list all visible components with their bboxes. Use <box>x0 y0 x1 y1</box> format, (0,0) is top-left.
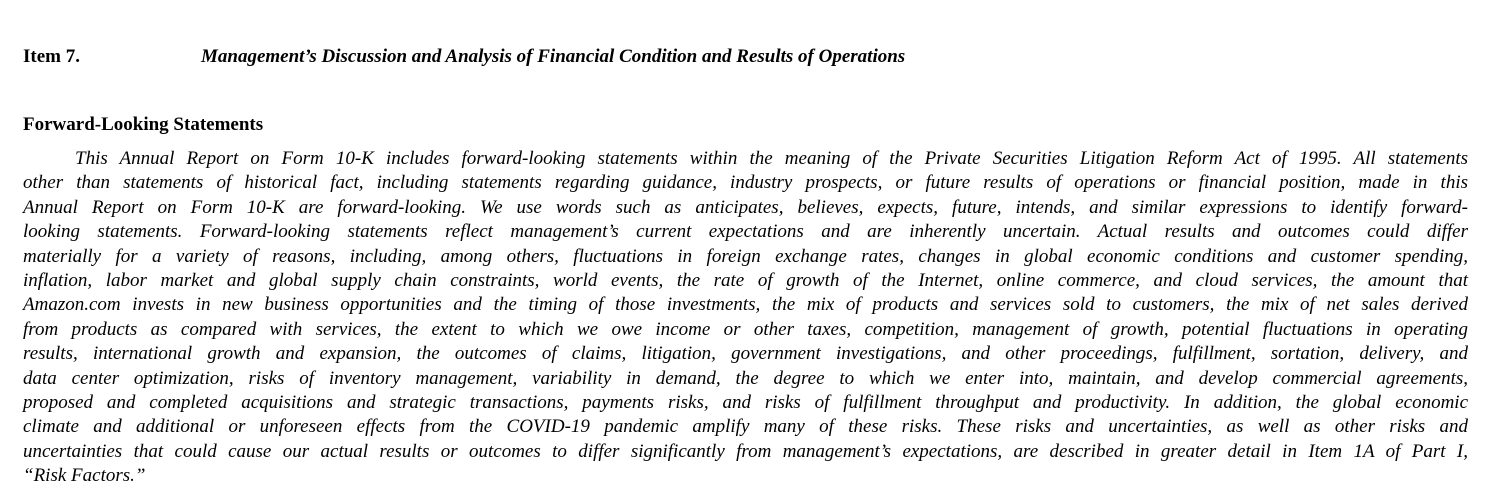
paragraph-line: inflation, labor market and global supply chain constraints, world events, the rate of growth of the Internet, online commerce, and cloud services, the amount that <box>23 270 1468 292</box>
paragraph-line: looking statements. Forward-looking statements reflect management’s current expectations and are inherently uncertain. Actual results and outcomes could differ <box>23 221 1468 243</box>
forward-looking-paragraph <box>23 147 1468 489</box>
item-number: Item 7. <box>23 46 80 67</box>
paragraph-line: “Risk Factors.” <box>23 465 146 487</box>
item-header <box>23 45 1473 69</box>
paragraph-line: results, international growth and expansion, the outcomes of claims, litigation, government investigations, and other proceedings, fulfillment, sortation, delivery, and <box>23 343 1468 365</box>
paragraph-line: proposed and completed acquisitions and strategic transactions, payments risks, and risks of fulfillment throughput and productivity. In addition, the global economic <box>23 392 1468 414</box>
paragraph-line: climate and additional or unforeseen effects from the COVID-19 pandemic amplify many of these risks. These risks and uncertainties, as well as other risks and <box>23 416 1468 438</box>
paragraph-line: This Annual Report on Form 10-K includes forward-looking statements within the meaning of the Private Securities Litigation Reform Act of 1995. All statements <box>75 148 1468 169</box>
paragraph-line: data center optimization, risks of inventory management, variability in demand, the degree to which we enter into, maintain, and develop commercial agreements, <box>23 367 1468 389</box>
item-title: Management’s Discussion and Analysis of Financial Condition and Results of Operations <box>201 46 906 67</box>
paragraph-line: materially for a variety of reasons, including, among others, fluctuations in foreign exchange rates, changes in global economic conditions and customer spending, <box>23 245 1468 267</box>
section-heading: Forward-Looking Statements <box>23 114 264 135</box>
paragraph-line: uncertainties that could cause our actual results or outcomes to differ significantly from management’s expectations, are described in greater detail in Item 1A of Part I, <box>23 440 1468 462</box>
paragraph-line: from products as compared with services, the extent to which we owe income or other taxes, competition, management of growth, potential fluctuations in operating <box>23 318 1468 340</box>
paragraph-line: Annual Report on Form 10-K are forward-looking. We use words such as anticipates, believes, expects, future, intends, and similar expressions to identify forward- <box>23 196 1468 218</box>
paragraph-line: Amazon.com invests in new business opportunities and the timing of those investments, the mix of products and services sold to customers, the mix of net sales derived <box>23 294 1468 316</box>
paragraph-line: other than statements of historical fact, including statements regarding guidance, industry prospects, or future results of operations or financial position, made in this <box>23 172 1468 194</box>
